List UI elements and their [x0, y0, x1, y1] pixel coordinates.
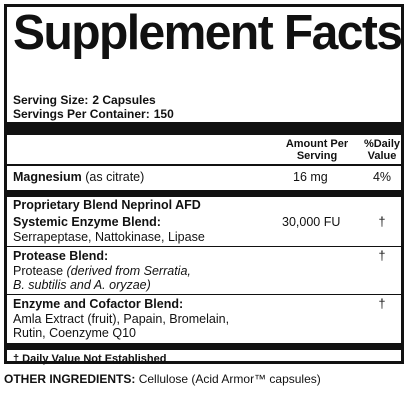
serving-size — [13, 93, 156, 107]
dv-header-line1: %Daily — [363, 138, 401, 150]
enzyme-cofactor-line1: Amla Extract (fruit), Papain, Bromelain, — [13, 312, 230, 326]
servings-per-container — [13, 107, 174, 121]
amount-header-line2: Serving — [296, 150, 338, 162]
systemic-blend-dv: † — [378, 215, 386, 229]
top-thick-divider — [7, 122, 401, 135]
protease-blend-line1 — [13, 264, 191, 278]
divider-after-protease — [7, 294, 401, 295]
other-ingredients-label: OTHER INGREDIENTS: — [4, 372, 136, 386]
amount-header-line1: Amount Per — [285, 138, 349, 150]
daily-value-header — [357, 138, 407, 162]
protease-source-line1: (derived from Serratia, — [66, 264, 191, 278]
other-ingredients-value: Cellulose (Acid Armor™ capsules) — [138, 372, 321, 386]
enzyme-cofactor-line2: Rutin, Coenzyme Q10 — [13, 326, 136, 340]
header-divider — [7, 164, 401, 166]
bottom-thick-divider — [7, 343, 401, 350]
magnesium-form: (as citrate) — [85, 170, 145, 184]
proprietary-blend-title: Proprietary Blend Neprinol AFD — [13, 198, 201, 212]
servings-per-container-value: 150 — [153, 107, 174, 121]
systemic-blend-amount: 30,000 FU — [282, 215, 341, 229]
servings-per-container-label: Servings Per Container: — [13, 107, 150, 121]
enzyme-cofactor-dv: † — [378, 297, 386, 311]
protease-blend-dv: † — [378, 249, 386, 263]
divider-after-systemic — [7, 246, 401, 247]
magnesium-name: Magnesium — [13, 170, 82, 184]
magnesium-amount: 16 mg — [293, 170, 328, 184]
middle-thick-divider — [7, 190, 401, 197]
magnesium-row — [13, 170, 144, 184]
systemic-blend-ingredients: Serrapeptase, Nattokinase, Lipase — [13, 230, 205, 244]
protease-plain: Protease — [13, 264, 67, 278]
supplement-facts-panel — [4, 4, 404, 364]
footnote: † Daily Value Not Established — [13, 353, 167, 365]
enzyme-cofactor-blend-name: Enzyme and Cofactor Blend: — [13, 297, 184, 311]
amount-per-serving-header — [271, 138, 363, 162]
systemic-blend-name: Systemic Enzyme Blend: — [13, 215, 161, 229]
other-ingredients — [4, 372, 321, 386]
magnesium-dv: 4% — [372, 170, 392, 184]
serving-size-value: 2 Capsules — [92, 93, 156, 107]
dv-header-line2: Value — [367, 150, 397, 162]
panel-title: Supplement Facts — [13, 6, 402, 60]
serving-size-label: Serving Size: — [13, 93, 89, 107]
protease-source-line2: B. subtilis and A. oryzae) — [13, 278, 151, 292]
protease-blend-name: Protease Blend: — [13, 249, 109, 263]
